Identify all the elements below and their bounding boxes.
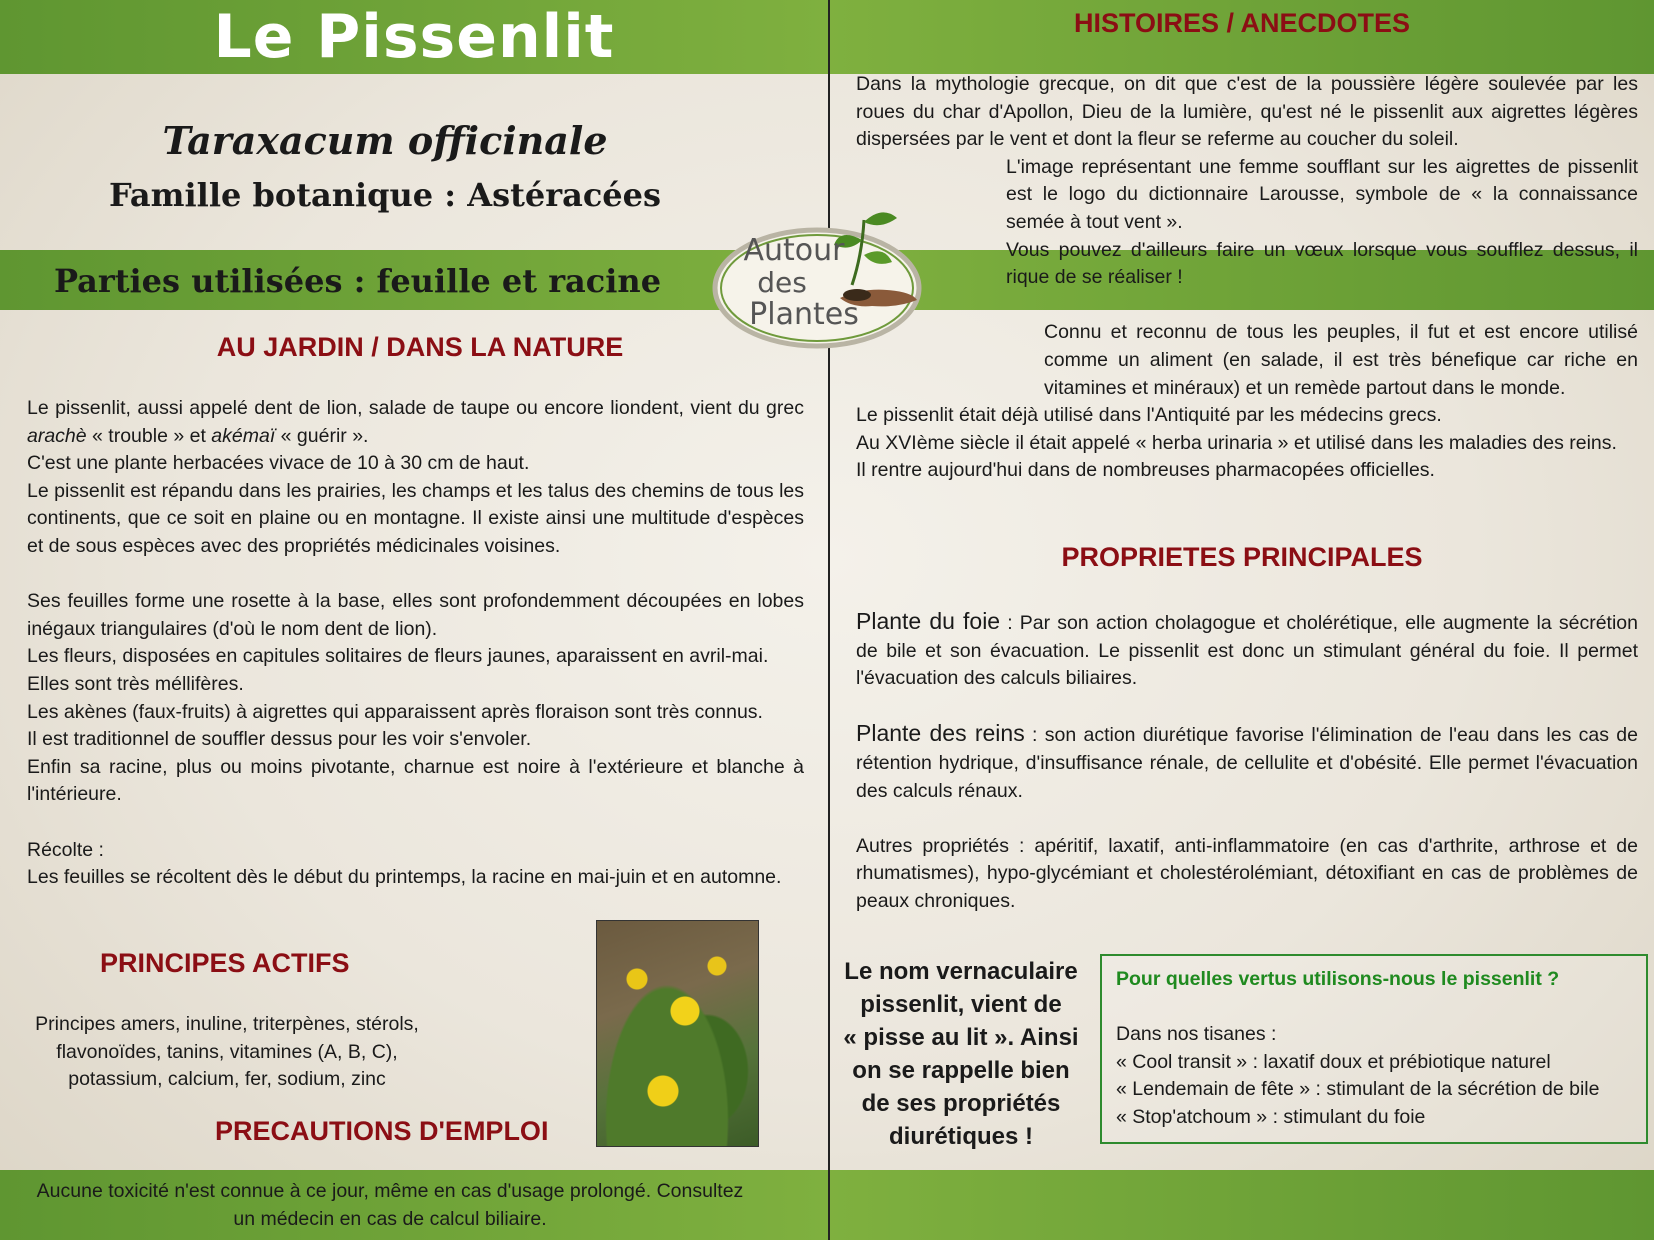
latin-name: Taraxacum officinale [162,118,608,163]
garden-para: Enfin sa racine, plus ou moins pivotante, charnue est noire à l'extérieure et blanche à l'intérieure. [27,755,804,806]
parts-used: Parties utilisées : feuille et racine [53,262,662,300]
logo-line3: Plantes [749,297,859,332]
precautions-text [0,1178,780,1233]
histoires-para: Le pissenlit était déjà utilisé dans l'Antiquité par les médecins grecs. [856,404,1442,427]
etymology-text-2: « trouble » et [86,424,212,447]
garden-para: Les fleurs, disposées en capitules solitaires de fleurs jaunes, aparaissent en avril-mai. [27,645,769,668]
etymology-text-3: « guérir ». [275,424,369,447]
prop-reins-label: Plante des reins [856,720,1025,747]
garden-para: Les akènes (faux-fruits) à aigrettes qui apparaissent après floraison sont très connus. [27,700,763,723]
etymology-akemai: akémaï [211,424,276,447]
precautions-line: Aucune toxicité n'est connue à ce jour, même en cas d'usage prolongé. Consultez [36,1180,744,1202]
actifs-line: flavonoïdes, tanins, vitamines (A, B, C), [56,1040,398,1063]
quote-line: diurétiques ! [888,1123,1033,1150]
vertus-item: « Lendemain de fête » : stimulant de la sécrétion de bile [1116,1078,1600,1101]
quote-line: pissenlit, vient de [860,991,1062,1018]
etymology-arache: arachè [27,424,87,447]
prop-foie [856,608,1638,693]
prop-foie-text: : Par son action cholagogue et cholérétique, elle augmente la sécrétion de bile et son évacuation. Le pissenlit est donc un stimulant général du foie. Il permet l'évacuation des calculs biliaires. [856,612,1638,690]
histoires-para: Il rentre aujourd'hui dans de nombreuses pharmacopées officielles. [856,459,1435,482]
actifs-text [27,1011,427,1094]
precautions-line: un médecin en cas de calcul biliaire. [233,1207,547,1230]
precautions-heading: PRECAUTIONS D'EMPLOI [215,1116,549,1146]
actifs-line: potassium, calcium, fer, sodium, zinc [68,1068,386,1091]
quote-line: on se rappelle bien [852,1057,1070,1084]
vertus-item: « Cool transit » : laxatif doux et prébiotique naturel [1116,1050,1551,1073]
vertus-question: Pour quelles vertus utilisons-nous le pissenlit ? [1116,968,1560,990]
garden-para: Ses feuilles forme une rosette à la base, elles sont profondemment découpées en lobes inégaux triangulaires (d'où le nom dent de lion). [27,590,804,640]
vertus-intro: Dans nos tisanes : [1116,1023,1277,1046]
proprietes-heading: PROPRIETES PRINCIPALES [1061,542,1423,572]
actifs-line: Principes amers, inuline, triterpènes, stérols, [35,1013,419,1035]
etymology-text: Le pissenlit, aussi appelé dent de lion, salade de taupe ou encore liondent, vient du grec [27,397,804,419]
histoires-heading: HISTOIRES / ANECDOTES [1073,8,1411,38]
prop-autres: Autres propriétés : apéritif, laxatif, anti-inflammatoire (en cas d'arthrite, arthrose et de rhumatismes), hypo-glycémiant et cholestérolémiant, détoxifiant en cas de problèmes de peaux chroniques. [856,834,1638,912]
vertus-item: « Stop'atchoum » : stimulant du foie [1116,1105,1426,1128]
garden-para: Il est traditionnel de souffler dessus pour les voir s'envoler. [27,728,532,751]
vertus-box [1100,954,1648,1144]
logo-line2: des [757,266,807,299]
harvest-label: Récolte : [27,838,104,861]
actifs-heading: PRINCIPES ACTIFS [100,948,350,978]
histoires-text [856,71,1638,485]
page-title: Le Pissenlit [213,2,615,72]
quote-line: « pisse au lit ». Ainsi [843,1024,1079,1051]
garden-para: Le pissenlit est répandu dans les prairies, les champs et les talus des chemins de tous les continents, que ce soit en plaine ou en montagne. Il existe ainsi une multitude d'espèces et de sous espèces avec des propriétés médicinales voisines. [27,479,804,557]
quote-line: de ses propriétés [861,1090,1061,1117]
logo-line1: Autour [743,233,845,268]
garden-para: Elles sont très méllifères. [27,672,244,695]
histoires-para-aliment: Connu et reconnu de tous les peuples, il fut et est encore utilisé comme un aliment (en salade, il est très bénefique car riche en vitamines et minéraux) et un remède partout dans le monde. [1044,321,1638,399]
garden-text [27,395,804,892]
prop-reins [856,720,1638,805]
garden-para-etymology [27,395,804,450]
histoires-para-voeux: Vous pouvez d'ailleurs faire un vœux lorsque vous soufflez dessus, il rique de se réaliser ! [1006,238,1638,289]
botanical-family: Famille botanique : Astéracées [108,176,662,214]
column-divider [828,0,830,1240]
histoires-para: Dans la mythologie grecque, on dit que c'est de la poussière légère soulevée par les roues du char d'Apollon, Dieu de la lumière, qu'est né le pissenlit aux aigrettes légères dispersées par le vent et dont la fleur se referme au coucher du soleil. [856,73,1638,151]
prop-foie-label: Plante du foie [856,608,1001,634]
histoires-para-larousse: L'image représentant une femme soufflant sur les aigrettes de pissenlit est le logo du dictionnaire Larousse, symbole de « la connaissance semée à tout vent ». [1006,155,1638,233]
vernacular-quote [836,955,1086,1153]
quote-line: Le nom vernaculaire [844,958,1078,985]
harvest-text: Les feuilles se récoltent dès le début du printemps, la racine en mai-juin et en automne. [27,866,782,889]
dandelion-photo [596,920,759,1147]
garden-para: C'est une plante herbacées vivace de 10 à 30 cm de haut. [27,452,530,475]
prop-reins-text: : son action diurétique favorise l'élimination de l'eau dans les cas de rétention hydrique, d'insuffisance rénale, de cellulite et d'obésité. Elle permet l'évacuation des calculs rénaux. [856,724,1638,802]
garden-heading: AU JARDIN / DANS LA NATURE [216,332,624,362]
proprietes-text [856,608,1638,916]
histoires-para: Au XVIème siècle il était appelé « herba urinaria » et utilisé dans les maladies des reins. [856,431,1617,454]
